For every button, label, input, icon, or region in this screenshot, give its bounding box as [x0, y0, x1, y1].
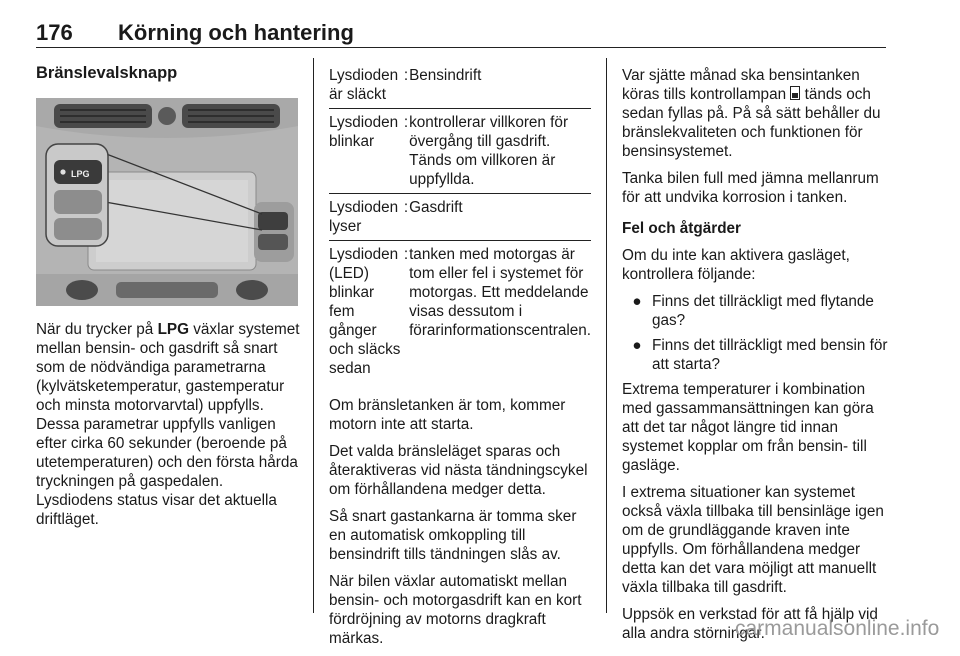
- paragraph: Om bränsletanken är tom, kommer motorn inte att starta.: [329, 397, 566, 433]
- table-row: Lysdioden är släckt : Bensindrift: [329, 66, 591, 109]
- list-item: ● Finns det tillräckligt med bensin för att starta?: [622, 336, 888, 374]
- bullet-icon: ●: [632, 293, 642, 310]
- header-rule: [36, 47, 886, 48]
- list-item: ● Finns det tillräckligt med flytande gas?: [622, 292, 888, 330]
- section-title: Bränslevalsknapp: [36, 64, 178, 82]
- fuel-lamp-icon: [790, 86, 800, 100]
- chapter-title: Körning och hantering: [118, 20, 354, 45]
- paragraph: När bilen växlar automatiskt mellan bensin- och motorgasdrift kan en kort fördröjning av motorns dragkraft märkas.: [329, 573, 582, 647]
- bullet-icon: ●: [632, 337, 642, 354]
- table-row: Lysdioden lyser : Gasdrift: [329, 194, 591, 241]
- paragraph: Tanka bilen full med jämna mellanrum för att undvika korrosion i tanken.: [622, 170, 879, 206]
- page-number: 176: [36, 20, 73, 45]
- dashboard-illustration: [36, 98, 298, 306]
- led-status-table: [329, 66, 591, 382]
- left-column-text: [36, 320, 302, 537]
- subheading: Fel och åtgärder: [622, 220, 742, 237]
- paragraph: Uppsök en verkstad för att få hjälp vid alla andra störningar.: [622, 606, 878, 642]
- lpg-paragraph: När du trycker på LPG växlar systemet mellan bensin- och gasdrift så snart som de nödvändiga parametrarna (kylvätsketemperatur, gastemperatur och minsta motorvarvtal) uppfylls. Dessa parametrar uppfylls vanligen efter cirka 60 sekunder (beroende på utetemperaturen) och den första hårda tryckningen på gaspedalen. Lysdiodens status visar det aktuella driftläget.: [36, 321, 300, 528]
- right-column: [622, 66, 888, 651]
- page-header: [36, 20, 354, 46]
- lpg-button-label: LPG: [71, 169, 90, 179]
- table-row: Lysdioden (LED) blinkar fem gånger och släcks sedan : tanken med motorgas är tom eller fel i systemet för motorgas. Ett meddelande visas dessutom i förarinformationscentralen.: [329, 246, 592, 377]
- lpg-keyword: LPG: [157, 321, 190, 338]
- paragraph: Extrema temperaturer i kombination med gassammansättningen kan göra att det tar något längre tid innan systemet kopplar om från bensin- till gasläge.: [622, 381, 874, 474]
- paragraph: I extrema situationer kan systemet också växla tillbaka till bensinläge igen om de grundläggande kraven inte uppfylls. Om förhållandena medger detta kan det vara möjligt att manuellt växla tillbaka till gasdrift.: [622, 484, 884, 596]
- column-divider-2: [606, 58, 607, 613]
- dashboard-drawing: [36, 98, 298, 306]
- paragraph: Om du inte kan aktivera gasläget, kontrollera följande:: [622, 247, 850, 283]
- paragraph: Det valda bränsleläget sparas och återaktiveras vid nästa tändningscykel om förhållandena medger detta.: [329, 443, 588, 498]
- middle-column: [329, 66, 591, 656]
- column-divider-1: [313, 58, 314, 613]
- paragraph: Så snart gastankarna är tomma sker en automatisk omkoppling till bensindrift tills tändningen slås av.: [329, 508, 577, 563]
- table-row: Lysdioden blinkar : kontrollerar villkoren för övergång till gasdrift. Tänds om villkoren är uppfyllda.: [329, 109, 591, 194]
- paragraph: Var sjätte månad ska bensintanken köras tills kontrollampan tänds och sedan fyllas på. På så sätt behåller du bränslekvaliteten och funktionen för bensinsystemet.: [622, 67, 881, 160]
- watermark: carmanualsonline.info: [735, 617, 940, 640]
